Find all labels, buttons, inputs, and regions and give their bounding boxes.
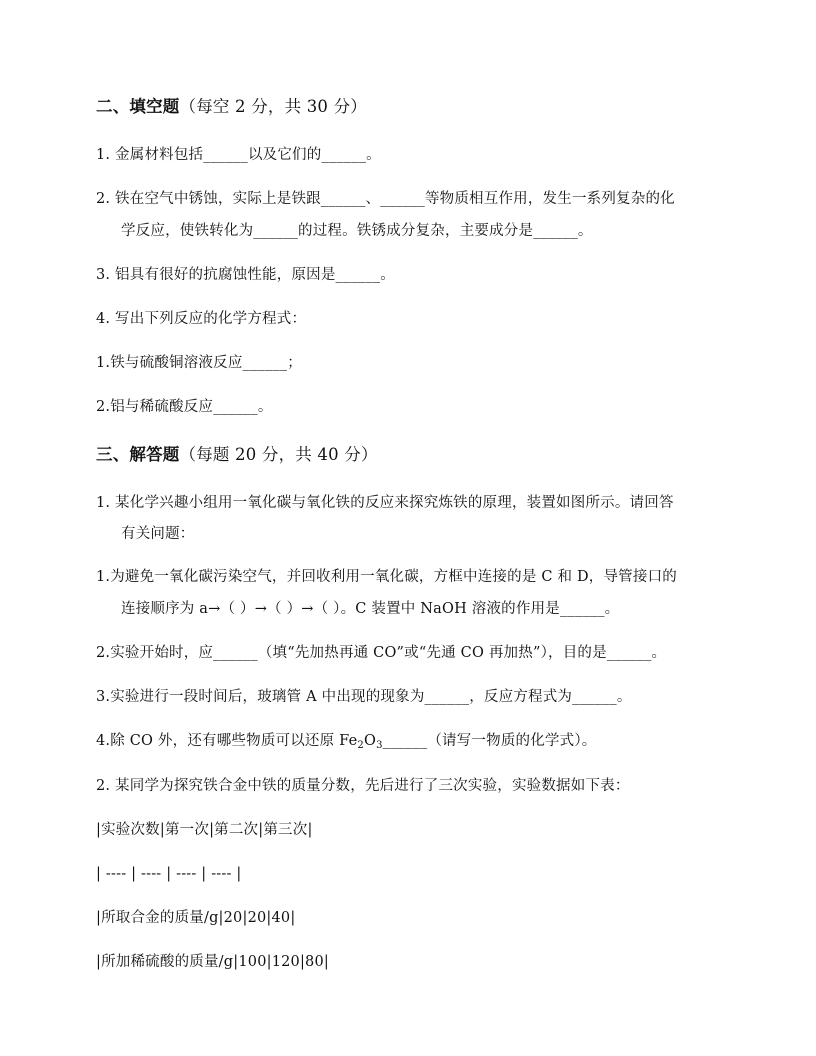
problem-3-1-1-line-1: 1.为避免一氧化碳污染空气，并回收利用一氧化碳，方框中连接的是 C 和 D，导管接口的 (96, 569, 677, 585)
problem-3-1-4-prefix: 4.除 CO 外，还有哪些物质可以还原 Fe (96, 733, 358, 749)
question-2-4-1: 1.铁与硫酸铜溶液反应______； (96, 355, 302, 371)
problem-3-1-line-2: 有关问题： (121, 526, 195, 542)
question-2-4: 4. 写出下列反应的化学方程式： (96, 311, 307, 327)
table-separator-row: | ---- | ---- | ---- | ---- | (96, 866, 242, 882)
question-2-4-2: 2.铝与稀硫酸反应______。 (96, 399, 273, 415)
question-2-2-line-1: 2. 铁在空气中锈蚀，实际上是铁跟______、______等物质相互作用，发生一系列复杂的化 (96, 191, 675, 207)
subscript-3: 3 (376, 740, 383, 751)
oxygen-symbol: O (363, 733, 377, 749)
table-header-row: |实验次数|第一次|第二次|第三次| (96, 822, 313, 838)
problem-3-1-4-suffix: ______（请写一物质的化学式）。 (382, 733, 597, 749)
section-2-note: （每空 2 分，共 30 分） (179, 97, 367, 116)
problem-3-1-line-1: 1. 某化学兴趣小组用一氧化碳与氧化铁的反应来探究炼铁的原理，装置如图所示。请回答 (96, 495, 674, 511)
problem-3-1-4 (96, 731, 596, 751)
problem-3-1-1-line-2: 连接顺序为 a→（ ）→（ ）→（ ）。C 装置中 NaOH 溶液的作用是______。 (121, 601, 620, 617)
problem-3-1-3: 3.实验进行一段时间后，玻璃管 A 中出现的现象为______，反应方程式为______。 (96, 689, 632, 705)
question-2-2-line-2: 学反应，使铁转化为______的过程。铁锈成分复杂，主要成分是______。 (121, 223, 593, 239)
section-2-title: 二、填空题 (96, 97, 180, 116)
section-3-note: （每题 20 分，共 40 分） (179, 445, 378, 464)
subscript-2: 2 (357, 740, 364, 751)
question-2-1: 1. 金属材料包括______以及它们的______。 (96, 147, 381, 163)
section-2-heading (96, 96, 367, 118)
problem-3-2: 2. 某同学为探究铁合金中铁的质量分数，先后进行了三次实验，实验数据如下表： (96, 778, 630, 794)
question-2-3: 3. 铝具有很好的抗腐蚀性能，原因是______。 (96, 267, 395, 283)
table-row-acid-mass: |所加稀硫酸的质量/g|100|120|80| (96, 954, 329, 970)
table-row-alloy-mass: |所取合金的质量/g|20|20|40| (96, 910, 296, 926)
section-3-title: 三、解答题 (96, 445, 180, 464)
section-3-heading (96, 444, 378, 466)
problem-3-1-2: 2.实验开始时，应______（填“先加热再通 CO”或“先通 CO 再加热”），目的是______。 (96, 645, 667, 661)
